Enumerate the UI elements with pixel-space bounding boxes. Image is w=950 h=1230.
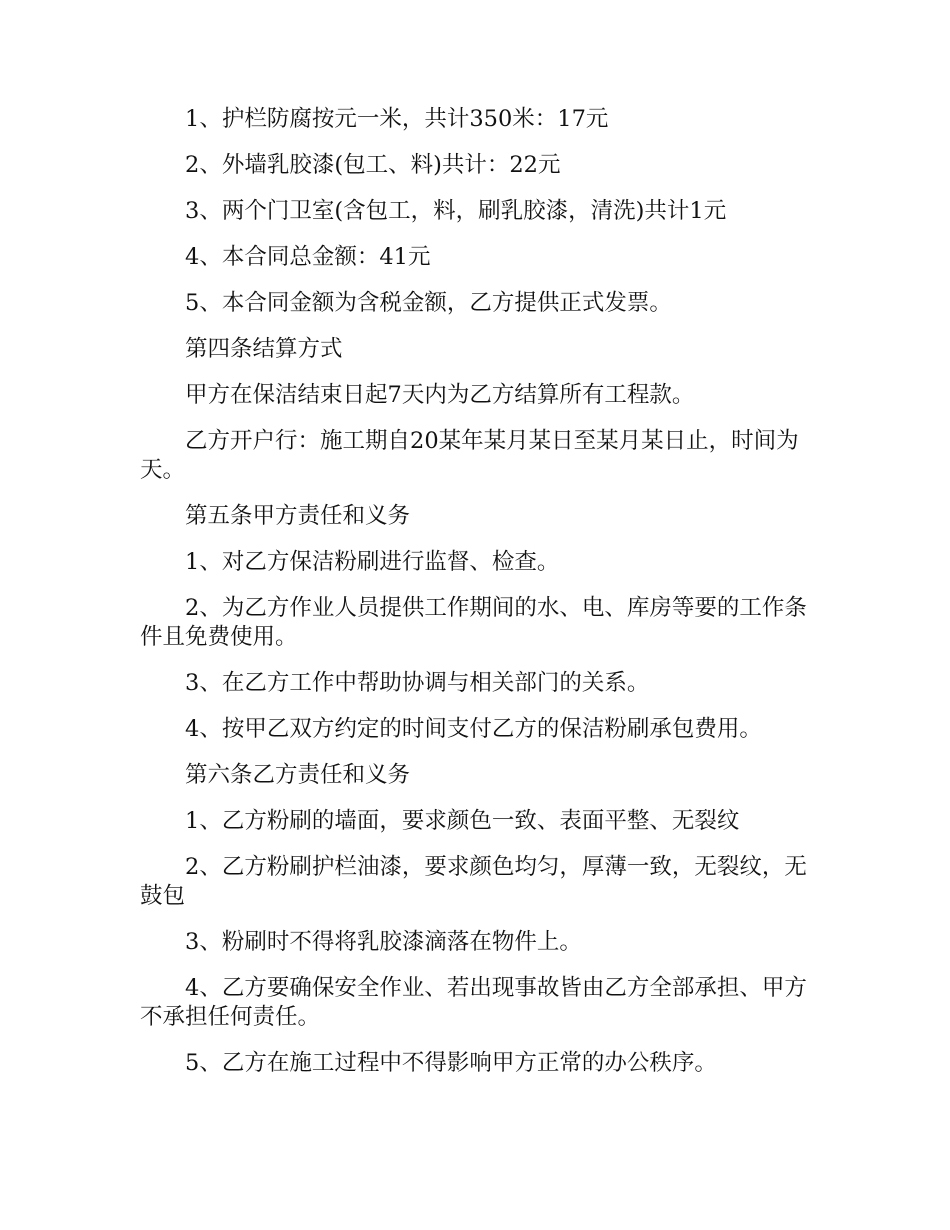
paragraph-party-a-2: 2、为乙方作业人员提供工作期间的水、电、库房等要的工作条件且免费使用。 [140,595,807,650]
section-heading-6: 第六条乙方责任和义务 [185,762,411,788]
paragraph-party-a-4: 4、按甲乙双方约定的时间支付乙方的保洁粉刷承包费用。 [185,716,762,742]
paragraph-bank-period: 乙方开户行：施工期自20某年某月某日至某月某日止，时间为天。 [140,428,799,483]
paragraph-item-5: 5、本合同金额为含税金额，乙方提供正式发票。 [185,290,672,316]
paragraph-party-b-2: 2、乙方粉刷护栏油漆，要求颜色均匀，厚薄一致，无裂纹，无鼓包 [140,854,807,909]
section-heading-5: 第五条甲方责任和义务 [185,503,411,529]
paragraph-item-3: 3、两个门卫室(含包工，料，刷乳胶漆，清洗)共计1元 [185,198,727,224]
paragraph-party-a-3: 3、在乙方工作中帮助协调与相关部门的关系。 [185,670,650,696]
section-heading-4: 第四条结算方式 [185,336,343,362]
paragraph-item-2: 2、外墙乳胶漆(包工、料)共计：22元 [185,152,561,178]
paragraph-settlement: 甲方在保洁结束日起7天内为乙方结算所有工程款。 [185,382,695,408]
paragraph-item-4: 4、本合同总金额：41元 [185,244,431,270]
paragraph-party-b-4: 4、乙方要确保安全作业、若出现事故皆由乙方全部承担、甲方不承担任何责任。 [140,975,807,1030]
paragraph-party-b-5: 5、乙方在施工过程中不得影响甲方正常的办公秩序。 [185,1050,717,1076]
paragraph-party-a-1: 1、对乙方保洁粉刷进行监督、检查。 [185,549,560,575]
document-body [140,105,820,1095]
paragraph-party-b-1: 1、乙方粉刷的墙面，要求颜色一致、表面平整、无裂纹 [185,808,740,834]
paragraph-item-1: 1、护栏防腐按元一米，共计350米：17元 [185,106,609,132]
paragraph-party-b-3: 3、粉刷时不得将乳胶漆滴落在物件上。 [185,929,582,955]
